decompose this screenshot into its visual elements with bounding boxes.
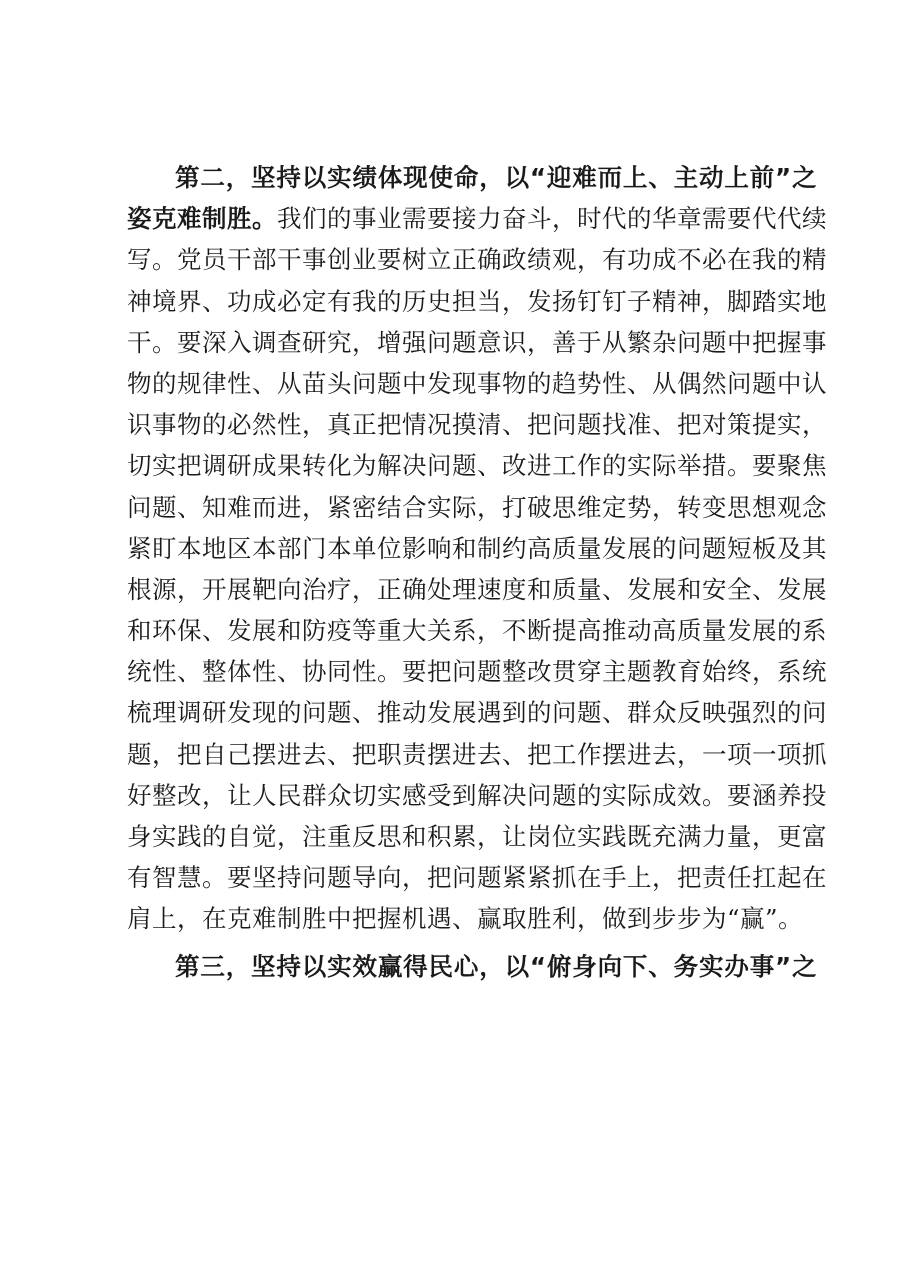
- paragraph-line: [127, 816, 827, 857]
- body-text: 紧盯本地区本部门本单位影响和制约高质量发展的问题短板及其: [127, 533, 827, 563]
- body-text: 统性、整体性、协同性。要把问题整改贯穿主题教育始终，系统: [127, 657, 827, 687]
- paragraph-line: [127, 404, 827, 445]
- body-text: 干。要深入调查研究，增强问题意识，善于从繁杂问题中把握事: [127, 327, 827, 357]
- paragraph-line: [127, 157, 817, 198]
- paragraph-line: [127, 239, 827, 280]
- document-body: [127, 157, 827, 987]
- section-heading: 第二，坚持以实绩体现使命，以“迎难而上、主动上前”之: [175, 163, 817, 192]
- paragraph-line: [127, 487, 827, 528]
- body-text: 肩上，在克难制胜中把握机遇、赢取胜利，做到步步为“赢”。: [127, 904, 804, 934]
- paragraph-line: [127, 198, 827, 239]
- paragraph-line: [127, 946, 817, 987]
- paragraph-third: [127, 946, 817, 987]
- body-text: 题，把自己摆进去、把职责摆进去、把工作摆进去，一项一项抓: [127, 739, 827, 769]
- body-text: 物的规律性、从苗头问题中发现事物的趋势性、从偶然问题中认: [127, 368, 827, 398]
- section-heading: 姿克难制胜。: [127, 204, 277, 234]
- paragraph-line: [127, 322, 827, 363]
- body-text: 写。党员干部干事创业要树立正确政绩观，有功成不必在我的精: [127, 245, 827, 275]
- section-heading: 第三，坚持以实效赢得民心，以“俯身向下、务实办事”之: [175, 951, 817, 981]
- paragraph-line: [127, 651, 827, 692]
- body-text: 和环保、发展和防疫等重大关系，不断提高推动高质量发展的系: [127, 616, 827, 646]
- body-text: 切实把调研成果转化为解决问题、改进工作的实际举措。要聚焦: [127, 451, 827, 481]
- paragraph-line: [127, 281, 827, 322]
- body-text: 根源，开展靶向治疗，正确处理速度和质量、发展和安全、发展: [127, 574, 827, 604]
- body-text: 问题、知难而进，紧密结合实际，打破思维定势，转变思想观念: [127, 492, 827, 522]
- paragraph-line: [127, 857, 827, 898]
- paragraph-line: [127, 898, 817, 939]
- paragraph-line: [127, 569, 827, 610]
- paragraph-line: [127, 775, 827, 816]
- body-text: 有智慧。要坚持问题导向，把问题紧紧抓在手上，把责任扛起在: [127, 863, 827, 893]
- paragraph-line: [127, 610, 827, 651]
- body-text: 梳理调研发现的问题、推动发展遇到的问题、群众反映强烈的问: [127, 698, 827, 728]
- paragraph-line: [127, 445, 827, 486]
- body-text: 我们的事业需要接力奋斗，时代的华章需要代代续: [277, 204, 827, 234]
- body-text: 好整改，让人民群众切实感受到解决问题的实际成效。要涵养投: [127, 780, 827, 810]
- paragraph-second: [127, 157, 827, 940]
- paragraph-line: [127, 528, 827, 569]
- paragraph-line: [127, 692, 827, 733]
- body-text: 识事物的必然性，真正把情况摸清、把问题找准、把对策提实，: [127, 410, 827, 440]
- body-text: 神境界、功成必定有我的历史担当，发扬钉钉子精神，脚踏实地: [127, 286, 827, 316]
- body-text: 身实践的自觉，注重反思和积累，让岗位实践既充满力量，更富: [127, 822, 827, 851]
- paragraph-line: [127, 734, 827, 775]
- paragraph-line: [127, 363, 827, 404]
